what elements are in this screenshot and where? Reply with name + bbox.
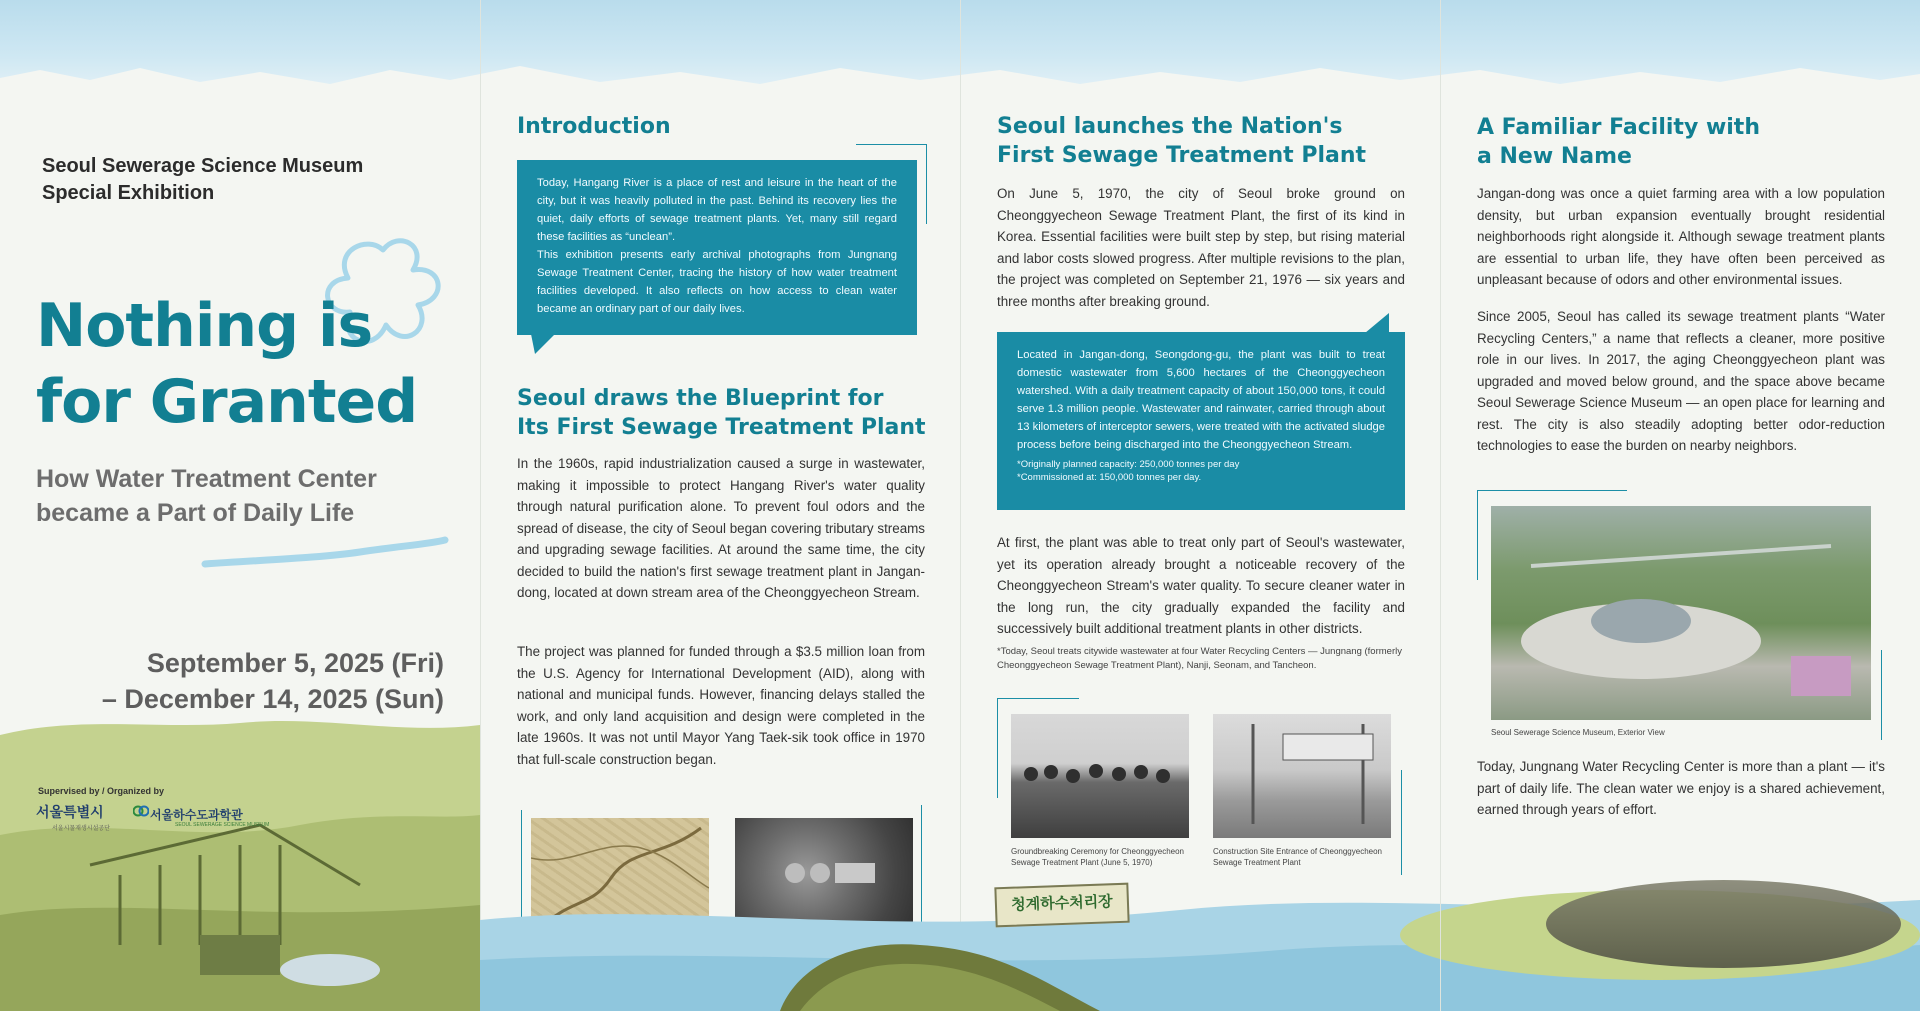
cover-panel — [0, 0, 480, 1011]
speech-tail-icon — [531, 334, 555, 354]
seoul-city-logo: 서울특별시 — [36, 804, 104, 820]
launch-paragraph-2: At first, the plant was able to treat only part of Seoul's wastewater, yet its operation already brought a noticeable recovery of the Cheonggyecheon Stream's water quality. To secure cleaner water in the long run, the city gradually expanded the facility and successively built additional treatment plants in other districts. — [997, 535, 1405, 636]
new-name-paragraph-3: Today, Jungnang Water Recycling Center is more than a plant — it's part of daily life. The clean water we enjoy is a shared achievement, earned through years of effort. — [1477, 759, 1885, 817]
launch-heading: Seoul launches the Nation's First Sewage Treatment Plant — [997, 114, 1367, 168]
new-name-heading: A Familiar Facility with a New Name — [1477, 115, 1760, 169]
speech-tail-icon — [1365, 313, 1389, 333]
brush-swoosh-decoration — [200, 534, 450, 574]
new-name-panel — [1440, 0, 1920, 1011]
crowd-decoration — [1011, 714, 1189, 838]
launch-footnote: *Today, Seoul treats citywide wastewater at four Water Recycling Centers — Jungnang (formerly Cheonggyecheon Sewage Treatment Plant), Nanji, Seonam, and Tancheon. — [997, 646, 1402, 671]
plant-sign: 청계하수처리장 — [994, 883, 1129, 928]
new-name-paragraph-2: Since 2005, Seoul has called its sewage treatment plants “Water Recycling Centers,” a name that reflects a cleaner, more positive role in our lives. In 2017, the aging Cheonggyecheon plant was upgraded and moved below ground, and the space above became Seoul Sewerage Science Museum — an open place for learning and rest. The city is also steadily adopting better odor-reduction technologies to ease the burden on nearby neighbors. — [1477, 309, 1885, 453]
construction-entrance-photo — [1213, 714, 1391, 838]
blueprint-paragraph-2: The project was planned for funded through a $3.5 million loan from the U.S. Agency for International Development (AID), along with national and municipal funds. However, financing delays stalled the work, and only land acquisition and design were completed in the late 1960s. It was not until Mayor Yang Taek-sik took office in 1970 that full-scale construction began. — [517, 644, 925, 767]
gate-decoration — [1213, 714, 1391, 838]
new-name-paragraph-1: Jangan-dong was once a quiet farming area with a low population density, but urban expansion eventually brought residential neighborhoods right alongside it. Although sewage treatment plants are essential to urban life, they have often been perceived as unpleasant because of odors and other environmental issues. — [1477, 186, 1885, 287]
landscape-illustration — [0, 715, 480, 1011]
museum-logo-sub: SEOUL SEWERAGE SCIENCE MUSEUM — [175, 822, 270, 828]
supervised-label: Supervised by / Organized by — [38, 786, 165, 796]
introduction-heading: Introduction — [517, 114, 671, 139]
crowd-photo-oval — [1546, 880, 1901, 968]
museum-logo-icon — [133, 804, 149, 818]
launch-paragraph-1: On June 5, 1970, the city of Seoul broke ground on Cheonggyecheon Sewage Treatment Plant, the first of its kind in Korea. Essential facilities were built step by step, but rising material and labor costs slowed progress. After multiple revisions to the plan, the project was completed on September 21, 1976 — six years and three months after breaking ground. — [997, 186, 1405, 309]
ceremony-caption: Groundbreaking Ceremony for Cheonggyecheon Sewage Treatment Plant (June 5, 1970) — [1011, 847, 1184, 867]
blueprint-heading: Seoul draws the Blueprint for Its First Sewage Treatment Plant — [517, 386, 926, 440]
groundbreaking-ceremony-photo — [1011, 714, 1189, 838]
museum-exterior-photo — [1491, 506, 1871, 720]
exhibition-title: Nothing is for Granted — [36, 291, 418, 437]
museum-building-decoration — [1491, 506, 1871, 720]
seoul-city-logo-sub: 서울시물재생시설공단 — [52, 826, 110, 832]
museum-exterior-caption: Seoul Sewerage Science Museum, Exterior View — [1491, 728, 1665, 737]
entrance-caption: Construction Site Entrance of Cheonggyecheon Sewage Treatment Plant — [1213, 847, 1382, 867]
museum-label: Seoul Sewerage Science Museum Special Exhibition — [42, 155, 364, 204]
introduction-box: Today, Hangang River is a place of rest and leisure in the heart of the city, but it was heavily polluted in the past. Behind its recovery lies the quiet, daily efforts of sewage treatment plants. Yet, many still regard these facilities as “unclean”. This exhibition presents early archival photographs from Jungnang Sewage Treatment Center, tracing the history of how water treatment facilities developed. It also reflects on how access to clean water became an ordinary part of our daily lives. — [517, 160, 917, 335]
exhibition-dates: September 5, 2025 (Fri) – December 14, 2025 (Sun) — [101, 648, 444, 714]
blueprint-paragraph-1: In the 1960s, rapid industrialization caused a surge in wastewater, making it impossible to protect Hangang River's water quality through natural purification alone. To prevent foul odors and the spread of disease, the city of Seoul began covering tributary streams and upgrading sewage facilities. At around the same time, the city decided to build the nation's first sewage treatment plant in Jangan-dong, located at down stream area of the Cheonggyecheon Stream. — [517, 456, 925, 600]
plant-facts-box: Located in Jangan-dong, Seongdong-gu, the plant was built to treat domestic wastewater from 5,600 hectares of the Cheonggyecheon watershed. With a daily treatment capacity of about 150,000 tons, it could serve 1.3 million people. Wastewater and rainwater, carried through about 13 kilometers of interceptor sewers, were treated with the activated sludge process before being discharged into the Cheonggyecheon Stream. *Originally planned capacity: 250,000 tonnes per day *Commissioned at: 150,000 tonnes per day. — [997, 332, 1405, 510]
museum-logo: 서울하수도과학관 — [150, 808, 243, 822]
exhibition-subtitle: How Water Treatment Center became a Part of Daily Life — [36, 465, 377, 527]
